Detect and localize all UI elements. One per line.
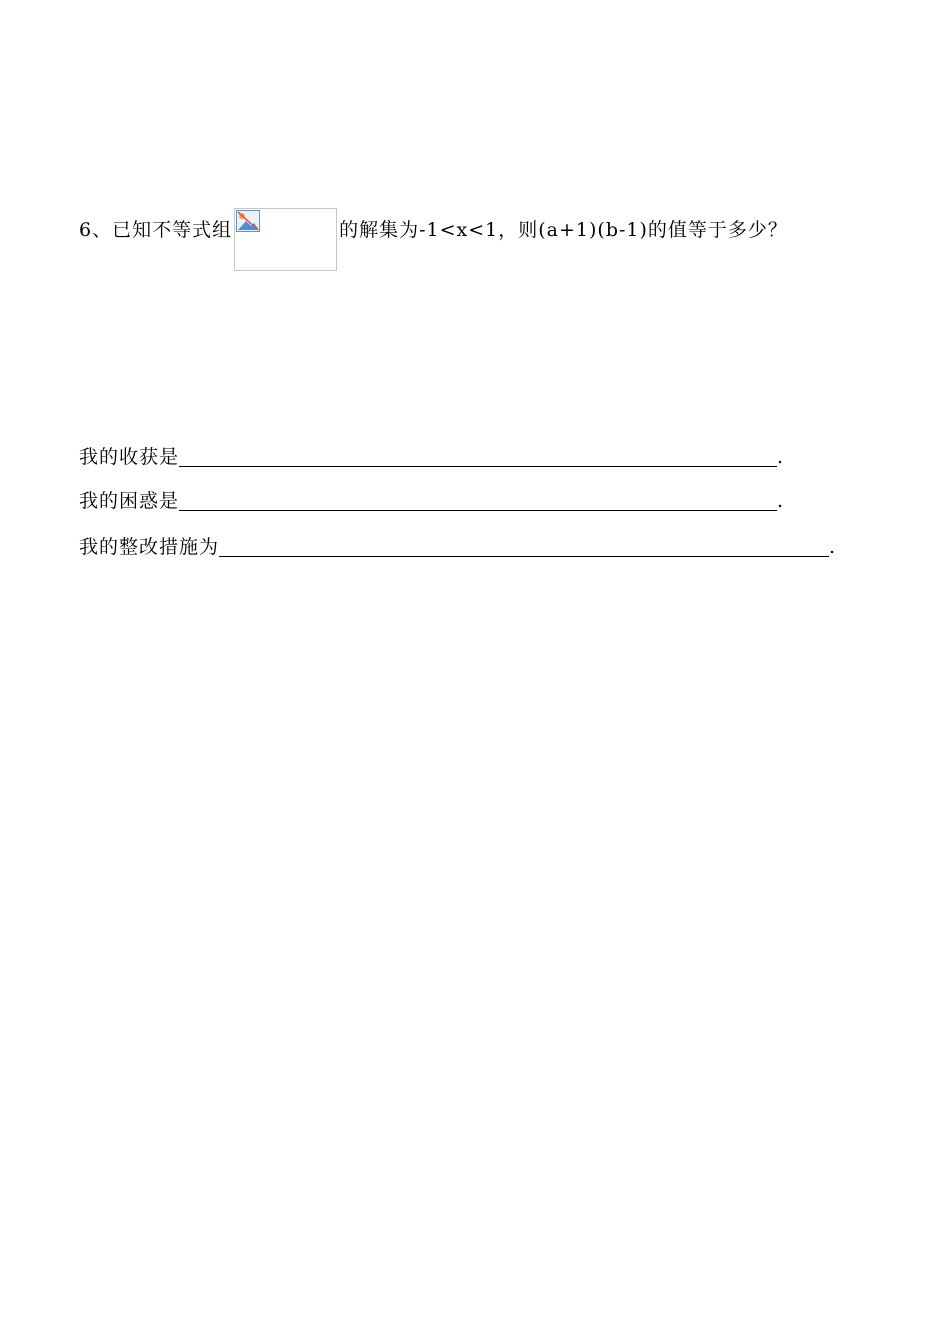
measures-blank[interactable]	[219, 536, 829, 557]
question-prefix: 6、已知不等式组	[79, 219, 233, 241]
confusion-end-mark: .	[777, 490, 785, 512]
gain-label: 我的收获是	[79, 446, 180, 468]
measures-label: 我的整改措施为	[79, 536, 220, 558]
gain-end-mark: .	[777, 446, 785, 468]
gain-row	[79, 442, 784, 472]
question-6	[79, 208, 788, 274]
confusion-blank[interactable]	[179, 490, 777, 511]
broken-image-icon	[236, 210, 260, 232]
measures-row	[79, 532, 836, 562]
confusion-row	[79, 486, 784, 516]
measures-end-mark: .	[829, 536, 837, 558]
confusion-label: 我的困惑是	[79, 490, 180, 512]
gain-blank[interactable]	[179, 446, 777, 467]
question-suffix: 的解集为-1<x<1，则(a+1)(b-1)的值等于多少？	[339, 219, 788, 241]
inequality-system-image	[234, 208, 337, 271]
